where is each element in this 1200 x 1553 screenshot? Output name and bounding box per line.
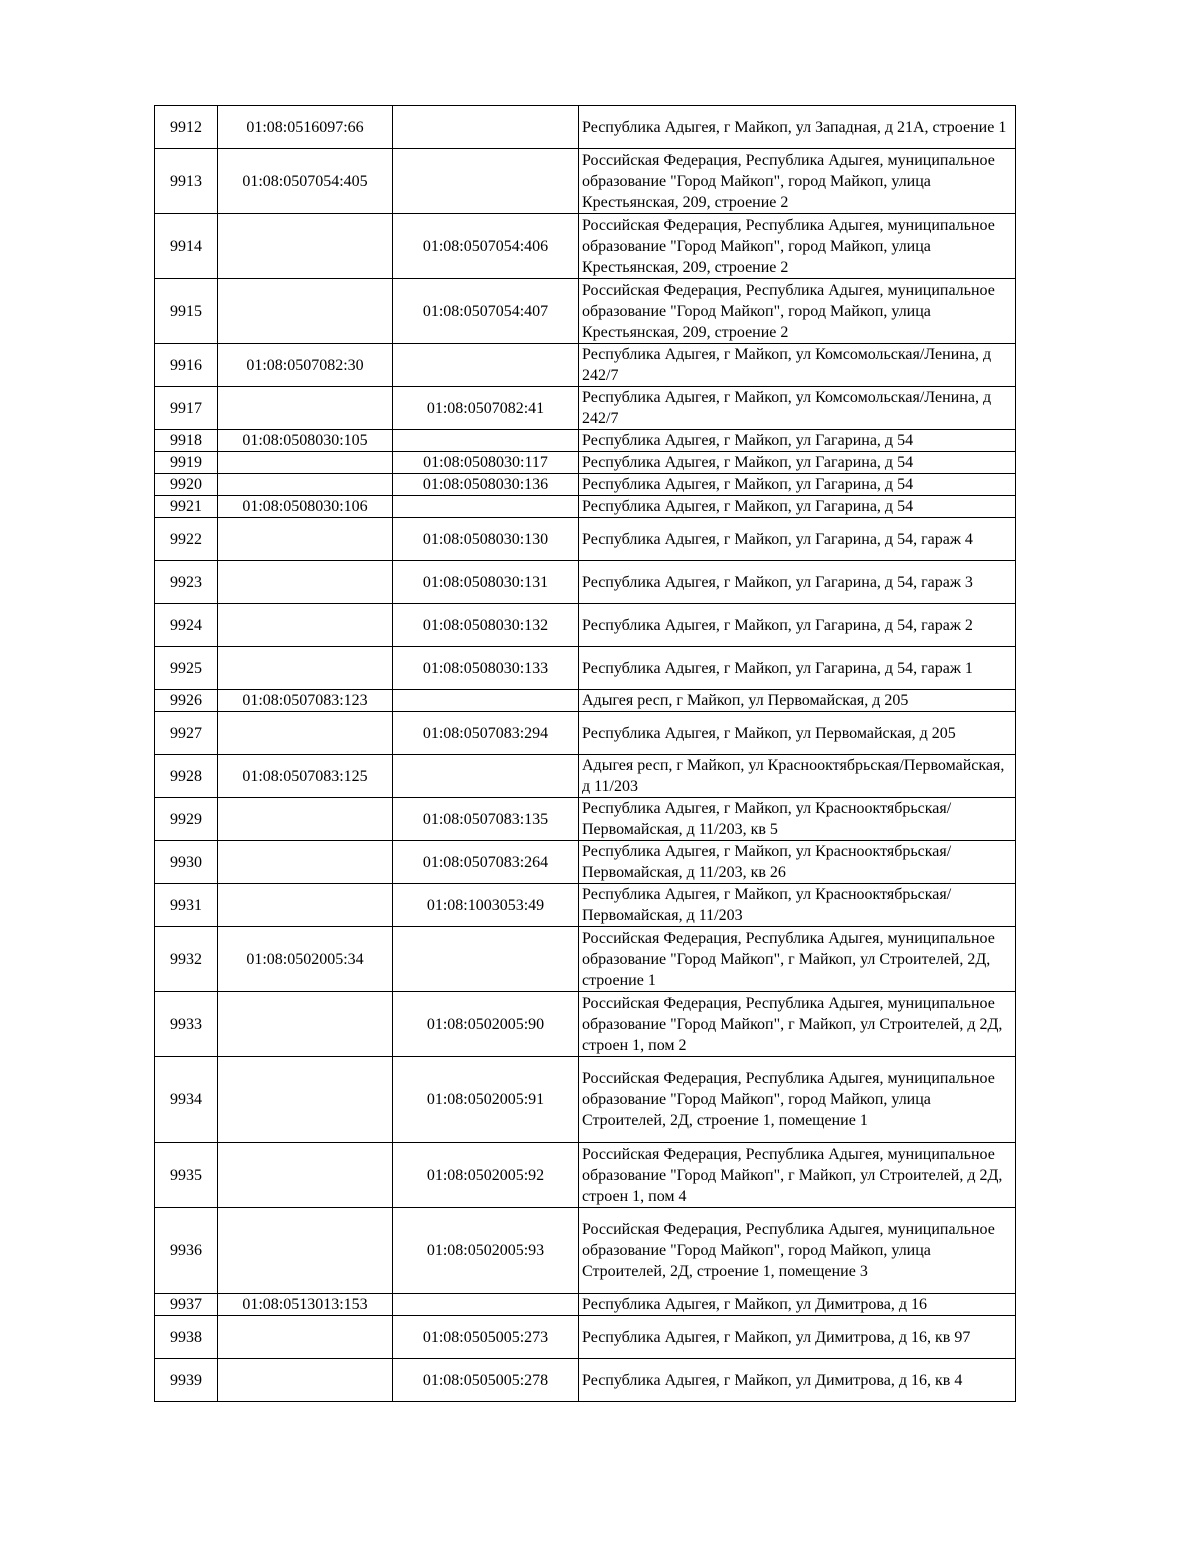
table-row [155, 1316, 1016, 1359]
address: Адыгея респ, г Майкоп, ул Первомайская, д 205 [579, 690, 1016, 712]
row-number: 9919 [155, 452, 218, 474]
address: Республика Адыгея, г Майкоп, ул Первомайская, д 205 [579, 712, 1016, 755]
address: Российская Федерация, Республика Адыгея, муниципальное образование "Город Майкоп", город Майкоп, улица Крестьянская, 209, строение 2 [579, 149, 1016, 214]
table-row [155, 1294, 1016, 1316]
cadastral-number-building [218, 474, 393, 496]
cadastral-number-room [393, 755, 579, 798]
cadastral-number-room: 01:08:0508030:131 [393, 561, 579, 604]
cadastral-number-building: 01:08:0516097:66 [218, 106, 393, 149]
table-row [155, 344, 1016, 387]
cadastral-number-room: 01:08:0502005:93 [393, 1208, 579, 1294]
cadastral-number-room [393, 690, 579, 712]
row-number: 9916 [155, 344, 218, 387]
cadastral-number-room [393, 927, 579, 992]
cadastral-number-room: 01:08:0505005:278 [393, 1359, 579, 1402]
cadastral-number-room [393, 344, 579, 387]
address: Российская Федерация, Республика Адыгея, муниципальное образование "Город Майкоп", город Майкоп, улица Крестьянская, 209, строение 2 [579, 214, 1016, 279]
cadastral-number-room: 01:08:0508030:133 [393, 647, 579, 690]
cadastral-number-room [393, 496, 579, 518]
cadastral-number-room: 01:08:0508030:117 [393, 452, 579, 474]
cadastral-number-building [218, 279, 393, 344]
cadastral-number-room: 01:08:0507083:264 [393, 841, 579, 884]
row-number: 9925 [155, 647, 218, 690]
row-number: 9918 [155, 430, 218, 452]
cadastral-number-building [218, 214, 393, 279]
row-number: 9922 [155, 518, 218, 561]
address: Республика Адыгея, г Майкоп, ул Димитрова, д 16, кв 4 [579, 1359, 1016, 1402]
table-row [155, 884, 1016, 927]
cadastral-number-building [218, 712, 393, 755]
address: Республика Адыгея, г Майкоп, ул Гагарина, д 54, гараж 3 [579, 561, 1016, 604]
address: Республика Адыгея, г Майкоп, ул Гагарина, д 54 [579, 430, 1016, 452]
row-number: 9934 [155, 1057, 218, 1143]
row-number: 9932 [155, 927, 218, 992]
row-number: 9933 [155, 992, 218, 1057]
table-row [155, 387, 1016, 430]
row-number: 9924 [155, 604, 218, 647]
cadastral-number-room: 01:08:0507082:41 [393, 387, 579, 430]
table-row [155, 430, 1016, 452]
row-number: 9928 [155, 755, 218, 798]
cadastral-number-building: 01:08:0513013:153 [218, 1294, 393, 1316]
cadastral-number-building [218, 1359, 393, 1402]
cadastral-number-building: 01:08:0507083:123 [218, 690, 393, 712]
row-number: 9929 [155, 798, 218, 841]
cadastral-number-room: 01:08:0508030:136 [393, 474, 579, 496]
cadastral-number-room: 01:08:0507083:135 [393, 798, 579, 841]
address: Республика Адыгея, г Майкоп, ул Комсомольская/Ленина, д 242/7 [579, 387, 1016, 430]
cadastral-number-room: 01:08:0502005:91 [393, 1057, 579, 1143]
cadastral-number-building [218, 561, 393, 604]
cadastral-number-room [393, 149, 579, 214]
cadastral-number-building [218, 992, 393, 1057]
address: Республика Адыгея, г Майкоп, ул Гагарина, д 54 [579, 452, 1016, 474]
row-number: 9913 [155, 149, 218, 214]
row-number: 9935 [155, 1143, 218, 1208]
table-row [155, 992, 1016, 1057]
address: Республика Адыгея, г Майкоп, ул Краснооктябрьская/Первомайская, д 11/203 [579, 884, 1016, 927]
row-number: 9920 [155, 474, 218, 496]
cadastral-number-room: 01:08:0505005:273 [393, 1316, 579, 1359]
table-row [155, 927, 1016, 992]
cadastral-number-building: 01:08:0507054:405 [218, 149, 393, 214]
table-row [155, 690, 1016, 712]
cadastral-number-building [218, 1057, 393, 1143]
row-number: 9923 [155, 561, 218, 604]
cadastral-number-building [218, 841, 393, 884]
cadastral-number-room [393, 1294, 579, 1316]
table-row [155, 496, 1016, 518]
table-row [155, 1057, 1016, 1143]
cadastral-number-building: 01:08:0507082:30 [218, 344, 393, 387]
table-row [155, 474, 1016, 496]
table-row [155, 604, 1016, 647]
address: Республика Адыгея, г Майкоп, ул Гагарина, д 54, гараж 2 [579, 604, 1016, 647]
row-number: 9939 [155, 1359, 218, 1402]
table-row [155, 798, 1016, 841]
cadastral-number-room [393, 430, 579, 452]
row-number: 9931 [155, 884, 218, 927]
row-number: 9914 [155, 214, 218, 279]
address: Российская Федерация, Республика Адыгея, муниципальное образование "Город Майкоп", город Майкоп, улица Крестьянская, 209, строение 2 [579, 279, 1016, 344]
row-number: 9921 [155, 496, 218, 518]
table-row [155, 1208, 1016, 1294]
address: Российская Федерация, Республика Адыгея, муниципальное образование "Город Майкоп", г Майкоп, ул Строителей, д 2Д, строен 1, пом 2 [579, 992, 1016, 1057]
address: Российская Федерация, Республика Адыгея, муниципальное образование "Город Майкоп", г Майкоп, ул Строителей, 2Д, строение 1 [579, 927, 1016, 992]
address: Республика Адыгея, г Майкоп, ул Гагарина, д 54, гараж 1 [579, 647, 1016, 690]
row-number: 9917 [155, 387, 218, 430]
cadastral-number-room: 01:08:0507054:407 [393, 279, 579, 344]
cadastral-number-building [218, 604, 393, 647]
cadastral-number-building [218, 387, 393, 430]
table-row [155, 1143, 1016, 1208]
address: Республика Адыгея, г Майкоп, ул Комсомольская/Ленина, д 242/7 [579, 344, 1016, 387]
row-number: 9927 [155, 712, 218, 755]
table-row [155, 561, 1016, 604]
address: Российская Федерация, Республика Адыгея, муниципальное образование "Город Майкоп", г Майкоп, ул Строителей, д 2Д, строен 1, пом 4 [579, 1143, 1016, 1208]
cadastral-number-room: 01:08:0507054:406 [393, 214, 579, 279]
row-number: 9936 [155, 1208, 218, 1294]
cadastral-number-building [218, 1316, 393, 1359]
row-number: 9912 [155, 106, 218, 149]
cadastral-number-building [218, 1208, 393, 1294]
address: Республика Адыгея, г Майкоп, ул Краснооктябрьская/Первомайская, д 11/203, кв 26 [579, 841, 1016, 884]
cadastral-number-building: 01:08:0502005:34 [218, 927, 393, 992]
table-row [155, 712, 1016, 755]
cadastral-number-room: 01:08:0507083:294 [393, 712, 579, 755]
table-row [155, 214, 1016, 279]
cadastral-number-building: 01:08:0508030:105 [218, 430, 393, 452]
cadastral-number-building [218, 518, 393, 561]
address: Республика Адыгея, г Майкоп, ул Димитрова, д 16 [579, 1294, 1016, 1316]
address: Республика Адыгея, г Майкоп, ул Краснооктябрьская/Первомайская, д 11/203, кв 5 [579, 798, 1016, 841]
cadastral-number-building [218, 884, 393, 927]
table-row [155, 755, 1016, 798]
cadastral-number-building [218, 452, 393, 474]
cadastral-number-room [393, 106, 579, 149]
table-row [155, 279, 1016, 344]
cadastral-number-building [218, 647, 393, 690]
cadastral-number-building [218, 1143, 393, 1208]
cadastral-number-building [218, 798, 393, 841]
cadastral-number-room: 01:08:0508030:132 [393, 604, 579, 647]
address: Адыгея респ, г Майкоп, ул Краснооктябрьская/Первомайская, д 11/203 [579, 755, 1016, 798]
cadastral-number-room: 01:08:0502005:92 [393, 1143, 579, 1208]
table-row [155, 841, 1016, 884]
address: Республика Адыгея, г Майкоп, ул Димитрова, д 16, кв 97 [579, 1316, 1016, 1359]
cadastral-table [154, 105, 1016, 1402]
row-number: 9915 [155, 279, 218, 344]
cadastral-number-room: 01:08:0502005:90 [393, 992, 579, 1057]
row-number: 9937 [155, 1294, 218, 1316]
table-row [155, 106, 1016, 149]
table-row [155, 518, 1016, 561]
address: Российская Федерация, Республика Адыгея, муниципальное образование "Город Майкоп", город Майкоп, улица Строителей, 2Д, строение 1, помещение 1 [579, 1057, 1016, 1143]
table-row [155, 647, 1016, 690]
address: Российская Федерация, Республика Адыгея, муниципальное образование "Город Майкоп", город Майкоп, улица Строителей, 2Д, строение 1, помещение 3 [579, 1208, 1016, 1294]
row-number: 9926 [155, 690, 218, 712]
table-row [155, 149, 1016, 214]
address: Республика Адыгея, г Майкоп, ул Гагарина, д 54, гараж 4 [579, 518, 1016, 561]
table-body [155, 106, 1016, 1402]
address: Республика Адыгея, г Майкоп, ул Гагарина, д 54 [579, 474, 1016, 496]
row-number: 9938 [155, 1316, 218, 1359]
address: Республика Адыгея, г Майкоп, ул Западная, д 21А, строение 1 [579, 106, 1016, 149]
address: Республика Адыгея, г Майкоп, ул Гагарина, д 54 [579, 496, 1016, 518]
row-number: 9930 [155, 841, 218, 884]
table-row [155, 1359, 1016, 1402]
cadastral-number-building: 01:08:0508030:106 [218, 496, 393, 518]
cadastral-number-room: 01:08:0508030:130 [393, 518, 579, 561]
table-row [155, 452, 1016, 474]
cadastral-number-room: 01:08:1003053:49 [393, 884, 579, 927]
cadastral-number-building: 01:08:0507083:125 [218, 755, 393, 798]
